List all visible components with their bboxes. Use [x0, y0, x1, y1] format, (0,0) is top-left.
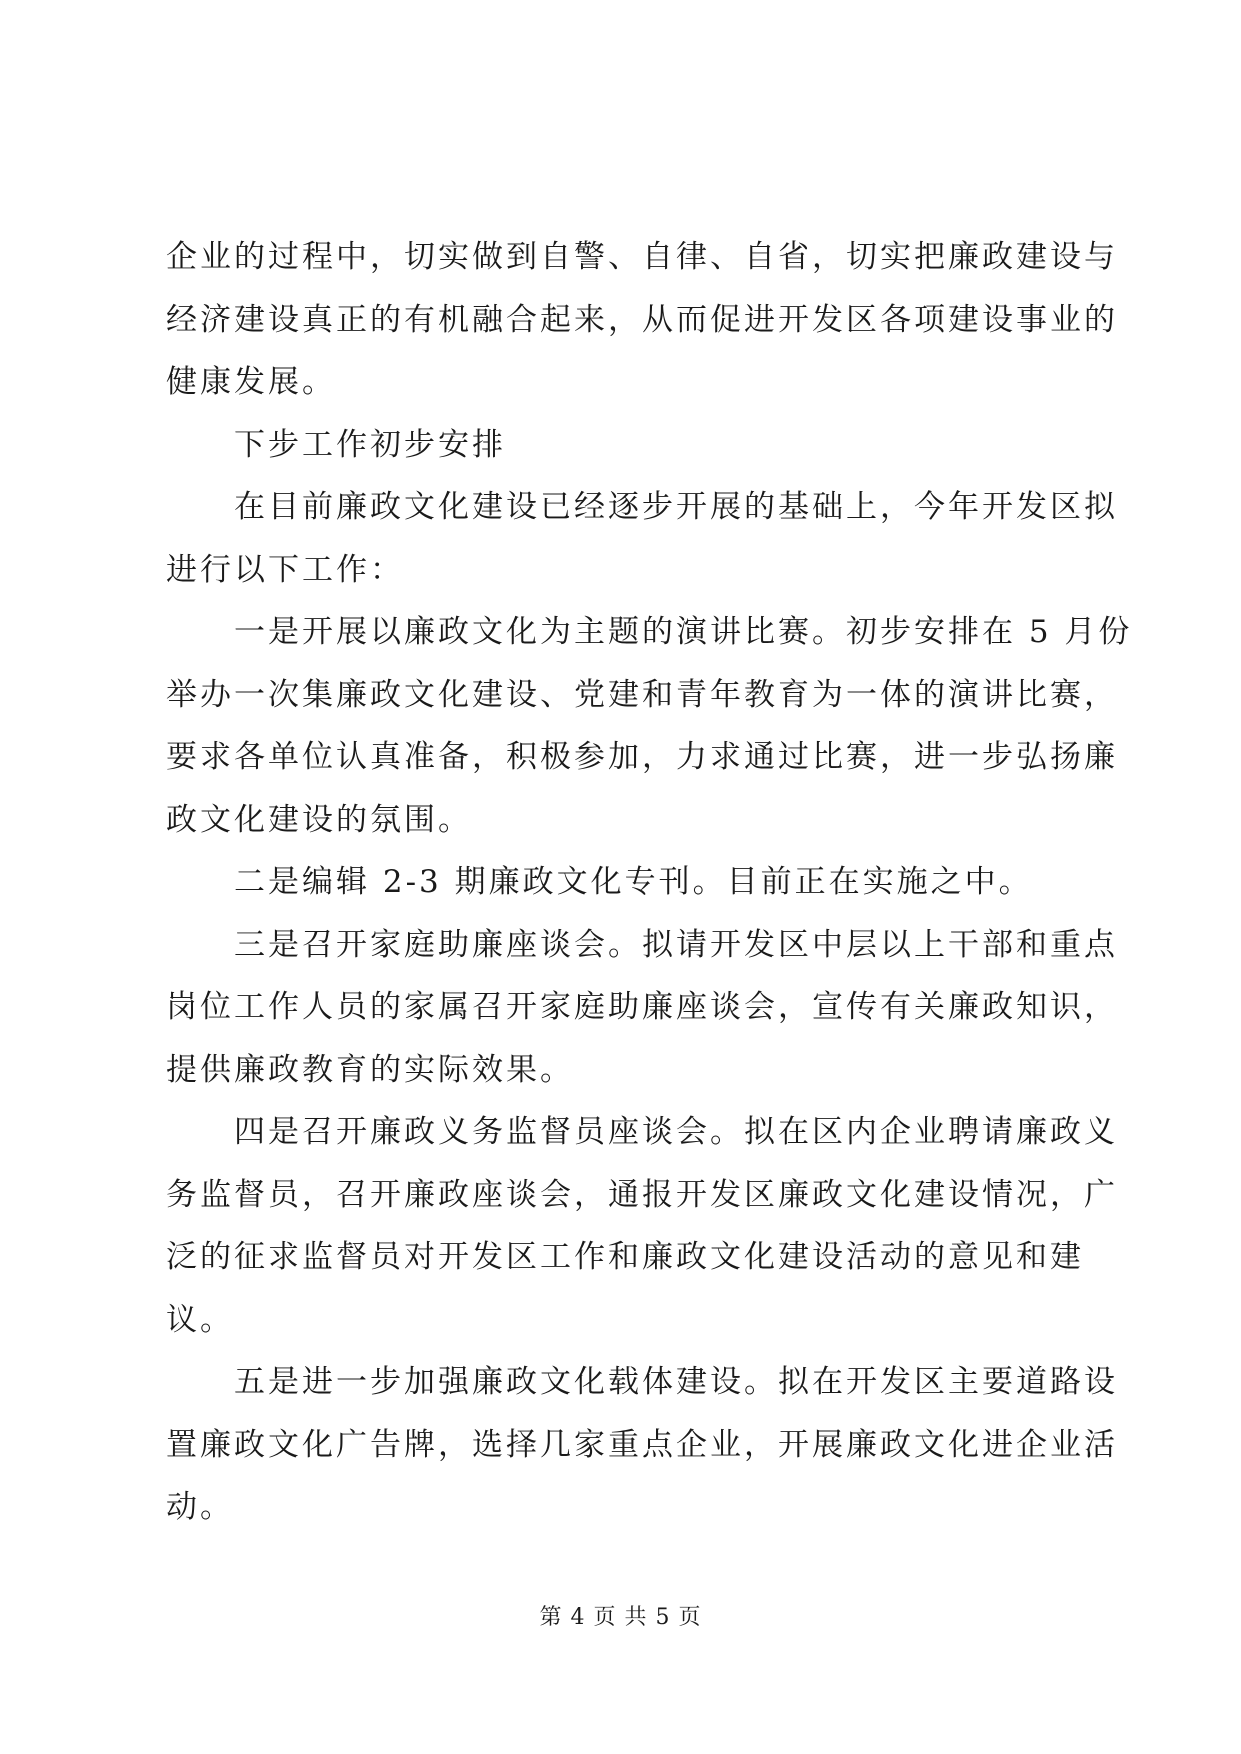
text-line: 要求各单位认真准备，积极参加，力求通过比赛，进一步弘扬廉 — [166, 739, 1118, 775]
text-line: 二是编辑 2-3 期廉政文化专刊。目前正在实施之中。 — [234, 864, 1033, 900]
page-number-footer: 第 4 页 共 5 页 — [539, 1605, 702, 1630]
text-line: 健康发展。 — [166, 364, 336, 400]
text-line: 进行以下工作： — [166, 551, 404, 588]
text-line: 泛的征求监督员对开发区工作和廉政文化建设活动的意见和建 — [166, 1239, 1084, 1275]
text-line: 在目前廉政文化建设已经逐步开展的基础上，今年开发区拟 — [234, 489, 1118, 525]
text-line: 提供廉政教育的实际效果。 — [166, 1051, 574, 1088]
text-line: 经济建设真正的有机融合起来，从而促进开发区各项建设事业的 — [166, 301, 1118, 338]
text-line: 举办一次集廉政文化建设、党建和青年教育为一体的演讲比赛， — [166, 676, 1118, 713]
text-line: 岗位工作人员的家属召开家庭助廉座谈会，宣传有关廉政知识， — [166, 989, 1118, 1025]
text-line: 动。 — [166, 1489, 234, 1525]
text-line: 议。 — [166, 1301, 234, 1338]
text-line: 三是召开家庭助廉座谈会。拟请开发区中层以上干部和重点 — [234, 926, 1118, 963]
text-line: 五是进一步加强廉政文化载体建设。拟在开发区主要道路设 — [234, 1364, 1118, 1400]
section-heading: 下步工作初步安排 — [234, 426, 506, 463]
text-line: 一是开展以廉政文化为主题的演讲比赛。初步安排在 5 月份 — [234, 614, 1133, 650]
text-line: 务监督员，召开廉政座谈会，通报开发区廉政文化建设情况，广 — [166, 1176, 1118, 1213]
text-line: 四是召开廉政义务监督员座谈会。拟在区内企业聘请廉政义 — [234, 1114, 1118, 1150]
text-line: 企业的过程中，切实做到自警、自律、自省，切实把廉政建设与 — [166, 239, 1118, 275]
text-line: 政文化建设的氛围。 — [166, 801, 472, 838]
text-line: 置廉政文化广告牌，选择几家重点企业，开展廉政文化进企业活 — [166, 1426, 1118, 1463]
body-text — [166, 226, 1133, 1539]
